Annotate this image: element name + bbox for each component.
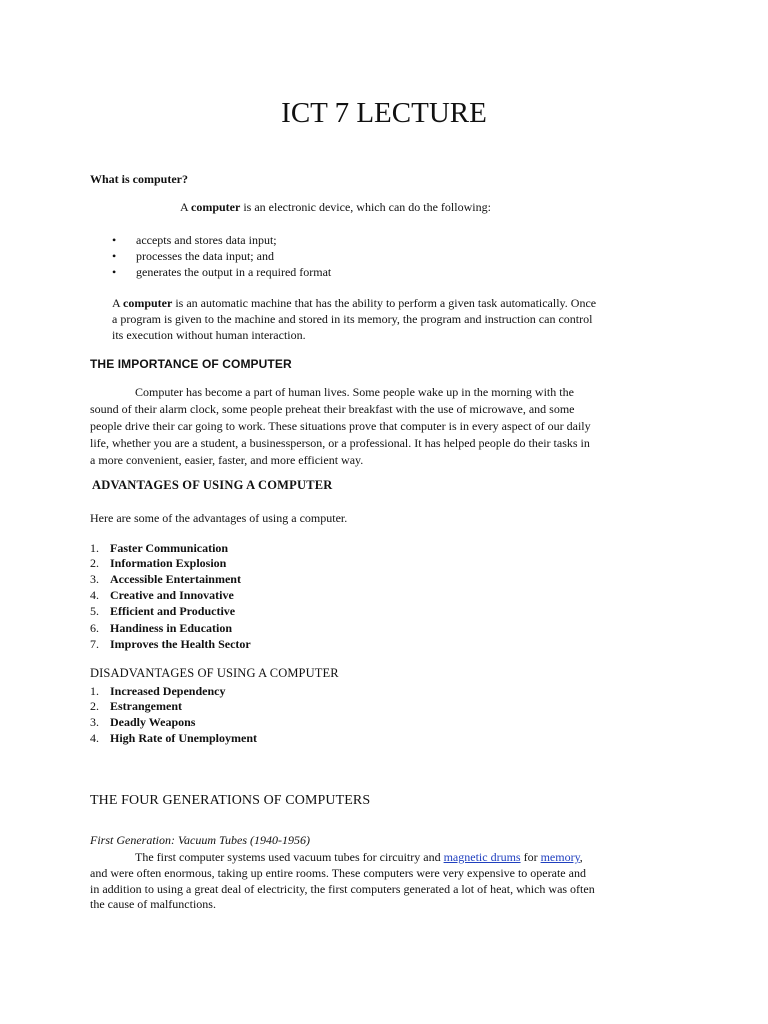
definition-2-line-1: A computer is an automatic machine that has the ability to perform a given task automatically. Once: [112, 296, 597, 310]
definition-2-line-3: its execution without human interaction.: [112, 328, 306, 342]
bullet-dot-icon: •: [112, 265, 117, 279]
advantage-item: 7. Improves the Health Sector: [90, 637, 251, 651]
first-generation-line-3: in addition to using a great deal of electricity, the first computers generated a lot of heat, which was often: [90, 882, 595, 896]
definition-1: A computer is an electronic device, which can do the following:: [180, 200, 491, 214]
disadvantage-item: 2. Estrangement: [90, 699, 182, 713]
bullet-item: • generates the output in a required format: [112, 265, 332, 279]
disadvantages-heading: DISADVANTAGES OF USING A COMPUTER: [90, 666, 339, 680]
advantage-item: 4. Creative and Innovative: [90, 588, 234, 602]
first-generation-heading: First Generation: Vacuum Tubes (1940-1956): [90, 833, 310, 847]
advantages-heading: ADVANTAGES OF USING A COMPUTER: [92, 478, 333, 492]
importance-line: people drive their car going to work. These situations prove that computer is in every aspect of our daily: [90, 419, 591, 433]
disadvantage-item: 3. Deadly Weapons: [90, 715, 196, 729]
first-generation-line-4: the cause of malfunctions.: [90, 897, 216, 911]
page-title: ICT 7 LECTURE: [281, 97, 487, 129]
advantage-item: 3. Accessible Entertainment: [90, 572, 241, 586]
bullet-item: • processes the data input; and: [112, 249, 274, 263]
importance-line: a more convenient, easier, faster, and more efficient way.: [90, 453, 364, 467]
definition-2-line-2: a program is given to the machine and stored in its memory, the program and instruction can control: [112, 312, 593, 326]
advantage-item: 2. Information Explosion: [90, 556, 227, 570]
advantages-intro: Here are some of the advantages of using a computer.: [90, 511, 348, 525]
memory-link[interactable]: memory: [540, 850, 580, 864]
first-generation-line-2: and were often enormous, taking up entire rooms. These computers were very expensive to operate and: [90, 866, 586, 880]
advantage-item: 6. Handiness in Education: [90, 621, 233, 635]
importance-line: Computer has become a part of human lives. Some people wake up in the morning with the: [135, 385, 574, 399]
what-is-computer-heading: What is computer?: [90, 172, 188, 186]
bullet-dot-icon: •: [112, 233, 117, 247]
disadvantage-item: 1. Increased Dependency: [90, 684, 226, 698]
advantage-item: 5. Efficient and Productive: [90, 604, 236, 618]
importance-heading: THE IMPORTANCE OF COMPUTER: [90, 357, 292, 371]
advantage-item: 1. Faster Communication: [90, 541, 229, 555]
generations-heading: THE FOUR GENERATIONS OF COMPUTERS: [90, 793, 371, 808]
importance-line: sound of their alarm clock, some people preheat their breakfast with the use of microwave, and some: [90, 402, 575, 416]
disadvantage-item: 4. High Rate of Unemployment: [90, 731, 257, 745]
first-generation-line-1: The first computer systems used vacuum tubes for circuitry and magnetic drums for memory,: [135, 850, 583, 864]
bullet-dot-icon: •: [112, 249, 117, 263]
bullet-item: • accepts and stores data input;: [112, 233, 277, 247]
importance-line: life, whether you are a student, a businessperson, or a professional. It has helped people do their tasks in: [90, 436, 590, 450]
magnetic-drums-link[interactable]: magnetic drums: [443, 850, 521, 864]
